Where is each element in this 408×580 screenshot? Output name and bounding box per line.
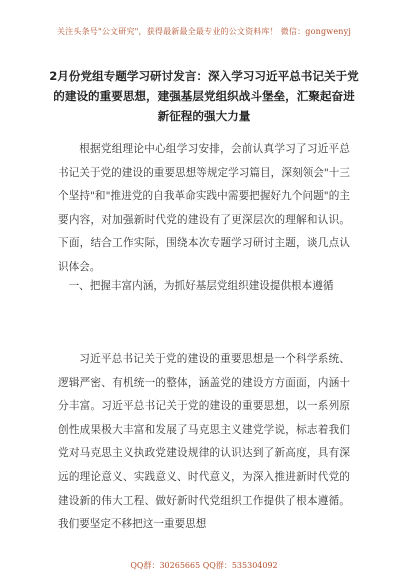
document-title: 2月份党组专题学习研讨发言：深入学习习近平总书记关于党的建设的重要思想，建强基层党组织战斗堡垒，汇聚起奋进新征程的强大力量 [49,69,359,123]
footer-contact: QQ群：30265665 QQ群：535304092 [130,561,278,570]
section-heading-1: 一、把握丰富内涵，为抓好基层党组织建设提供根本遵循 [68,280,334,292]
paragraph-section-1: 习近平总书记关于党的建设的重要思想是一个科学系统、逻辑严密、有机统一的整体，涵盖党的建设方方面面，内涵十分丰富。习近平总书记关于党的建设的重要思想，以一系列原创性成果极大丰富和发展了马克思主义建党学说，标志着我们党对马克思主义执政党建设规律的认识达到了新高度，具有深远的理论意义、实践意义、时代意义，为深入推进新时代党的建设新的伟大工程、做好新时代党组织工作提供了根本遵循。我们要坚定不移把这一重要思想 [58,353,350,531]
paragraph-intro: 根据党组理论中心组学习安排，会前认真学习了习近平总书记关于党的建设的重要思想等规定学习篇目，深刻领会"十三个坚持"和"推进党的自我革命实践中需要把握好九个问题"的主要内容，对加强新时代党的建设有了更深层次的理解和认识。下面，结合工作实际，围绕本次专题学习研讨主题，谈几点认识体会。 [58,143,350,273]
header-banner: 关注头条号"公文研究"，获得最新最全最专业的公文资料库！ 微信：gongwenyj [56,27,352,36]
